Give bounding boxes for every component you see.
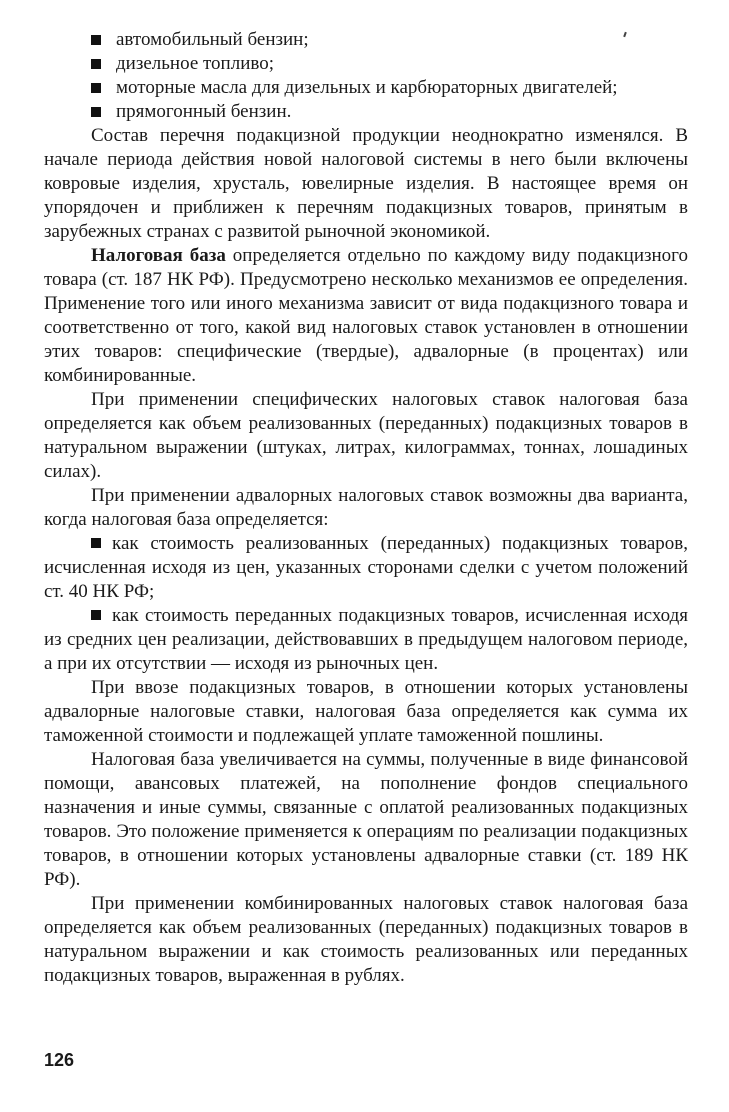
- bullet-paragraph: как стоимость реализованных (переданных) подакцизных товаров, исчисленная исходя из цен, указанных сторонами сделки с учетом положений ст. 40 НК РФ;: [44, 533, 688, 602]
- paragraph: Состав перечня подакцизной продукции неоднократно изменялся. В начале периода действия новой налоговой системы в него были включены ковровые изделия, хрусталь, ювелирные изделия. В настоящее время он упорядочен и приближен к перечням подакцизных товаров, принятым в зарубежных странах с развитой рыночной экономикой.: [44, 125, 688, 242]
- bullet-square-icon: [91, 610, 101, 620]
- paragraph: При ввозе подакцизных товаров, в отношении которых установлены адвалорные налоговые ставки, налоговая база определяется как сумма их таможенной стоимости и подлежащей уплате таможенной пошлины.: [44, 677, 688, 746]
- product-list: [91, 28, 688, 124]
- list-item: прямогонный бензин.: [91, 100, 688, 124]
- term-bold: Налоговая база: [91, 245, 226, 266]
- list-item: дизельное топливо;: [91, 52, 688, 76]
- paragraph: При применении адвалорных налоговых ставок возможны два варианта, когда налоговая база определяется:: [44, 485, 688, 530]
- bullet-square-icon: [91, 35, 101, 45]
- page-body: [44, 28, 688, 988]
- bullet-square-icon: [91, 538, 101, 548]
- bullet-square-icon: [91, 83, 101, 93]
- bullet-paragraph: как стоимость переданных подакцизных товаров, исчисленная исходя из средних цен реализации, действовавших в предыдущем налоговом периоде, а при их отсутствии — исходя из рыночных цен.: [44, 605, 688, 674]
- paragraph: При применении специфических налоговых ставок налоговая база определяется как объем реализованных (переданных) подакцизных товаров в натуральном выражении (штуках, литрах, килограммах, тоннах, лошадиных силах).: [44, 389, 688, 482]
- paragraph: При применении комбинированных налоговых ставок налоговая база определяется как объем реализованных (переданных) подакцизных товаров в натуральном выражении и как стоимость реализованных или переданных подакцизных товаров, выраженная в рублях.: [44, 893, 688, 986]
- page-number: 126: [44, 1050, 75, 1070]
- list-item: автомобильный бензин;: [91, 28, 688, 52]
- bullet-square-icon: [91, 107, 101, 117]
- list-item: моторные масла для дизельных и карбюраторных двигателей;: [91, 76, 688, 100]
- paragraph: Налоговая база увеличивается на суммы, полученные в виде финансовой помощи, авансовых платежей, на пополнение фондов специального назначения и иные суммы, связанные с оплатой реализованных подакцизных товаров. Это положение применяется к операциям по реализации подакцизных товаров, в отношении которых установлены адвалорные ставки (ст. 189 НК РФ).: [44, 749, 688, 890]
- paragraph-tax-base: Налоговая база определяется отдельно по каждому виду подакцизного товара (ст. 187 НК РФ). Предусмотрено несколько механизмов ее определения. Применение того или иного механизма зависит от вида подакцизного товара и соответственно от того, какой вид налоговых ставок установлен в отношении этих товаров: специфические (твердые), адвалорные (в процентах) или комбинированные.: [44, 245, 688, 386]
- bullet-square-icon: [91, 59, 101, 69]
